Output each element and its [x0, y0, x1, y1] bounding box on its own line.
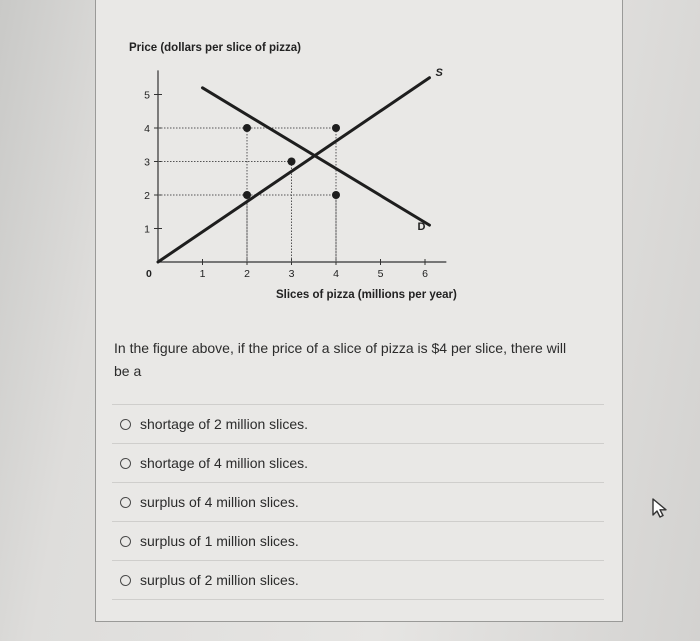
radio-button-icon[interactable] [120, 536, 131, 547]
radio-button-icon[interactable] [120, 497, 131, 508]
x-tick-label: 3 [288, 268, 295, 280]
option-label: shortage of 4 million slices. [140, 455, 309, 471]
x-tick-label: 6 [422, 268, 428, 280]
option-label: shortage of 2 million slices. [140, 416, 309, 432]
question-text: In the figure above, if the price of a slice of pizza is $4 per slice, there will be a [114, 340, 567, 379]
radio-button-icon[interactable] [120, 575, 131, 586]
y-axis-label: Price (dollars per slice of pizza) [129, 42, 301, 54]
option-shortage-2[interactable] [112, 404, 604, 443]
option-label: surplus of 2 million slices. [140, 572, 299, 588]
series-line-d [203, 88, 430, 225]
series-line-s [158, 78, 429, 262]
series-label-s: S [435, 66, 443, 79]
data-point [332, 191, 340, 199]
question-card [95, 0, 623, 622]
mouse-pointer-icon [650, 497, 670, 519]
y-tick-label: 3 [144, 156, 150, 169]
x-axis-label: Slices of pizza (millions per year) [276, 289, 457, 301]
option-label: surplus of 1 million slices. [140, 533, 299, 549]
option-surplus-4[interactable] [112, 482, 604, 521]
radio-button-icon[interactable] [120, 419, 131, 430]
option-shortage-4[interactable] [112, 443, 604, 482]
option-surplus-2[interactable] [112, 560, 604, 600]
y-tick-label: 2 [144, 190, 150, 202]
y-tick-label: 5 [144, 89, 150, 102]
data-point [288, 158, 296, 166]
series-label-d: D [417, 221, 426, 234]
answer-options [112, 404, 604, 600]
x-tick-label: 2 [244, 268, 250, 280]
option-label: surplus of 4 million slices. [140, 494, 299, 510]
x-tick-label: 1 [199, 268, 206, 280]
supply-demand-chart [96, 0, 624, 310]
option-surplus-1[interactable] [112, 521, 604, 560]
origin-label: 0 [146, 268, 152, 280]
y-tick-label: 4 [144, 123, 150, 135]
data-point [243, 191, 251, 199]
data-point [243, 124, 251, 132]
x-tick-label: 4 [333, 268, 339, 280]
x-tick-label: 5 [377, 268, 384, 280]
radio-button-icon[interactable] [120, 458, 131, 469]
y-tick-label: 1 [144, 223, 150, 236]
data-point [332, 124, 340, 132]
